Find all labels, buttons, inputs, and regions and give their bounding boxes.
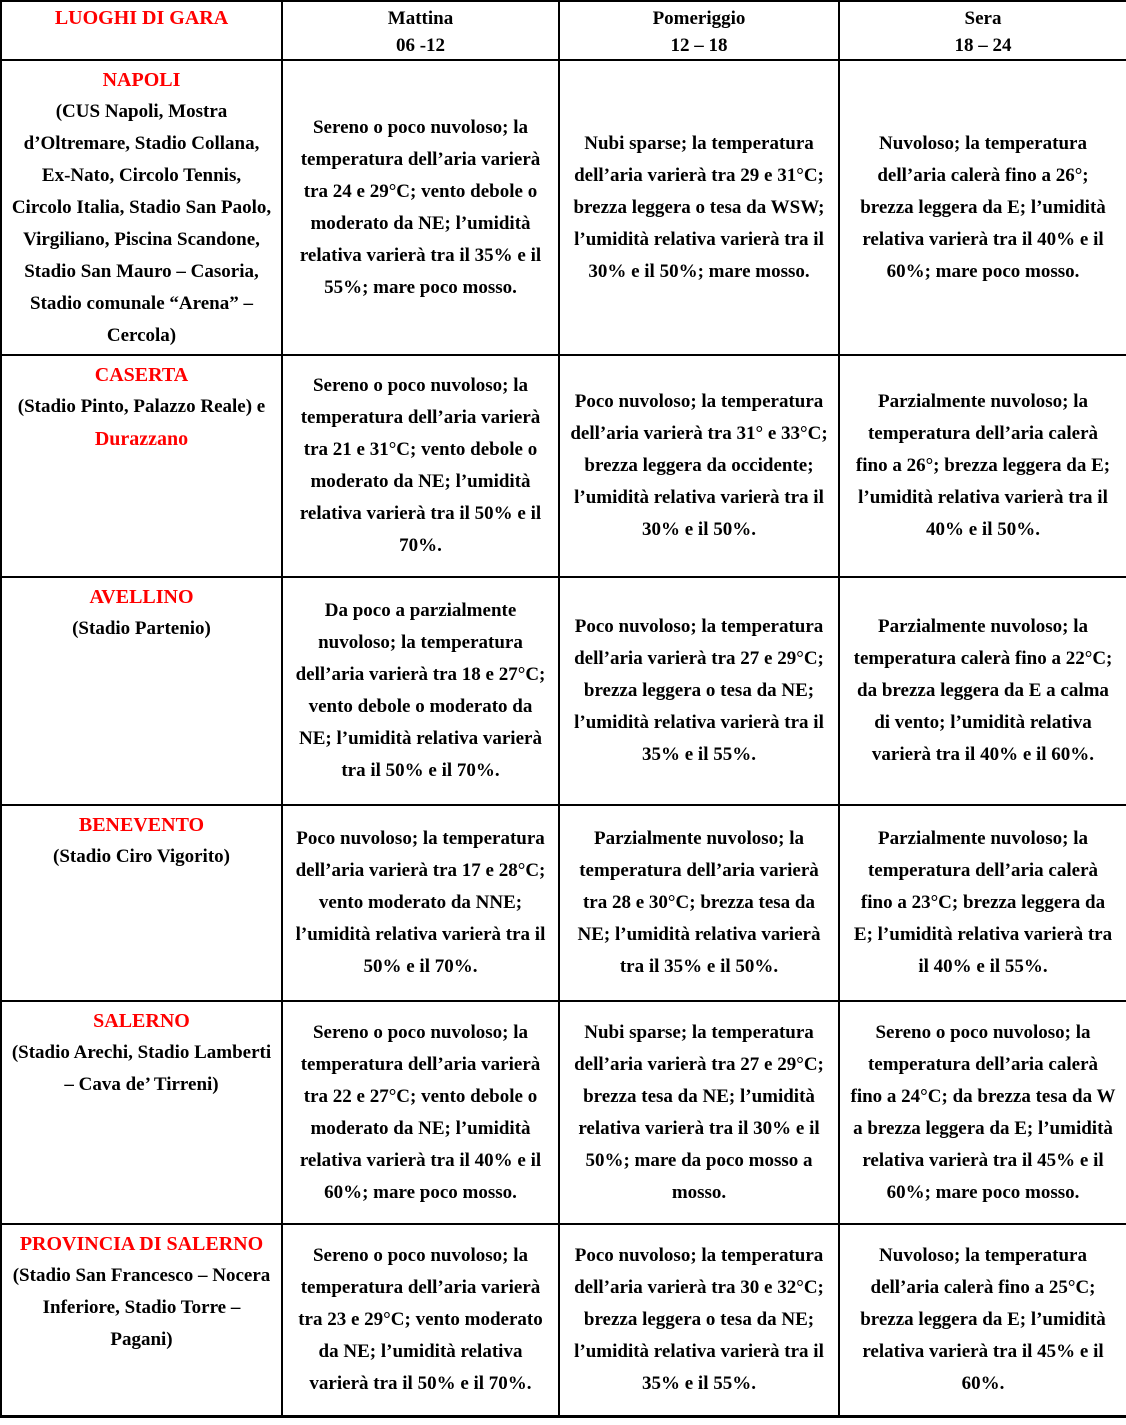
location-name: PROVINCIA DI SALERNO (19, 1233, 264, 1255)
table-row-salerno (1, 1001, 1126, 1224)
header-afternoon-hours: 12 – 18 (670, 35, 728, 56)
header-cell-afternoon (559, 1, 839, 60)
location-cell (1, 60, 282, 355)
morning-forecast-cell: Sereno o poco nuvoloso; la temperatura dell’aria varierà tra 21 e 31°C; vento debole o moderato da NE; l’umidità relativa varierà tra il 50% e il 70%. (282, 355, 559, 577)
table-row-provincia-di-salerno (1, 1224, 1126, 1416)
table-row-caserta (1, 355, 1126, 577)
location-venues: (Stadio Ciro Vigorito) (53, 846, 230, 867)
evening-forecast-cell: Parzialmente nuvoloso; la temperatura calerà fino a 22°C; da brezza leggera da E a calma di vento; l’umidità relativa varierà tra il 40% e il 60%. (839, 577, 1126, 805)
evening-forecast-cell: Nuvoloso; la temperatura dell’aria calerà fino a 25°C; brezza leggera da E; l’umidità relativa varierà tra il 45% e il 60%. (839, 1224, 1126, 1416)
header-row (1, 1, 1126, 60)
afternoon-forecast-cell: Nubi sparse; la temperatura dell’aria varierà tra 27 e 29°C; brezza tesa da NE; l’umidità relativa varierà tra il 30% e il 50%; mare da poco mosso a mosso. (559, 1001, 839, 1224)
table-row-napoli (1, 60, 1126, 355)
afternoon-forecast-cell: Poco nuvoloso; la temperatura dell’aria varierà tra 30 e 32°C; brezza leggera o tesa da NE; l’umidità relativa varierà tra il 35% e il 55%. (559, 1224, 839, 1416)
location-name: AVELLINO (89, 586, 194, 608)
location-venues: (CUS Napoli, Mostra d’Oltremare, Stadio Collana, Ex-Nato, Circolo Tennis, Circolo Italia, Stadio San Paolo, Virgiliano, Piscina Scandone, Stadio San Mauro – Casoria, Stadio comunale “Arena” – Cercola) (11, 101, 272, 346)
location-cell (1, 577, 282, 805)
header-evening-label: Sera (964, 8, 1002, 29)
header-morning-hours: 06 -12 (395, 35, 446, 56)
evening-forecast-cell: Nuvoloso; la temperatura dell’aria calerà fino a 26°; brezza leggera da E; l’umidità relativa varierà tra il 40% e il 60%; mare poco mosso. (839, 60, 1126, 355)
table-row-benevento (1, 805, 1126, 1001)
location-venues: (Stadio Arechi, Stadio Lamberti – Cava de’ Tirreni) (11, 1042, 272, 1095)
evening-forecast-cell: Sereno o poco nuvoloso; la temperatura dell’aria calerà fino a 24°C; da brezza tesa da W a brezza leggera da E; l’umidità relativa varierà tra il 45% e il 60%; mare poco mosso. (839, 1001, 1126, 1224)
location-cell (1, 1224, 282, 1416)
header-morning-label: Mattina (387, 8, 454, 29)
morning-forecast-cell: Da poco a parzialmente nuvoloso; la temperatura dell’aria varierà tra 18 e 27°C; vento debole o moderato da NE; l’umidità relativa varierà tra il 50% e il 70%. (282, 577, 559, 805)
location-venues: (Stadio Pinto, Palazzo Reale) e (17, 396, 266, 417)
location-name: NAPOLI (102, 69, 181, 91)
header-cell-evening (839, 1, 1126, 60)
afternoon-forecast-cell: Poco nuvoloso; la temperatura dell’aria varierà tra 31° e 33°C; brezza leggera da occidente; l’umidità relativa varierà tra il 30% e il 50%. (559, 355, 839, 577)
location-venues: (Stadio Partenio) (72, 618, 211, 639)
evening-forecast-cell: Parzialmente nuvoloso; la temperatura dell’aria calerà fino a 26°; brezza leggera da E; l’umidità relativa varierà tra il 40% e il 50%. (839, 355, 1126, 577)
location-venues: (Stadio San Francesco – Nocera Inferiore, Stadio Torre – Pagani) (12, 1265, 271, 1350)
table-row-avellino (1, 577, 1126, 805)
location-name: BENEVENTO (78, 814, 205, 836)
morning-forecast-cell: Sereno o poco nuvoloso; la temperatura dell’aria varierà tra 23 e 29°C; vento moderato da NE; l’umidità relativa varierà tra il 50% e il 70%. (282, 1224, 559, 1416)
header-cell-locations (1, 1, 282, 60)
header-evening-hours: 18 – 24 (954, 35, 1012, 56)
header-location-label: LUOGHI DI GARA (54, 7, 229, 29)
location-cell (1, 805, 282, 1001)
location-extra: Durazzano (94, 428, 189, 450)
afternoon-forecast-cell: Poco nuvoloso; la temperatura dell’aria varierà tra 27 e 29°C; brezza leggera o tesa da NE; l’umidità relativa varierà tra il 35% e il 55%. (559, 577, 839, 805)
location-name: CASERTA (94, 364, 189, 386)
afternoon-forecast-cell: Parzialmente nuvoloso; la temperatura dell’aria varierà tra 28 e 30°C; brezza tesa da NE; l’umidità relativa varierà tra il 35% e il 50%. (559, 805, 839, 1001)
header-cell-morning (282, 1, 559, 60)
location-cell (1, 1001, 282, 1224)
morning-forecast-cell: Sereno o poco nuvoloso; la temperatura dell’aria varierà tra 22 e 27°C; vento debole o moderato da NE; l’umidità relativa varierà tra il 40% e il 60%; mare poco mosso. (282, 1001, 559, 1224)
header-afternoon-label: Pomeriggio (652, 8, 746, 29)
location-cell (1, 355, 282, 577)
morning-forecast-cell: Poco nuvoloso; la temperatura dell’aria varierà tra 17 e 28°C; vento moderato da NNE; l’umidità relativa varierà tra il 50% e il 70%. (282, 805, 559, 1001)
morning-forecast-cell: Sereno o poco nuvoloso; la temperatura dell’aria varierà tra 24 e 29°C; vento debole o moderato da NE; l’umidità relativa varierà tra il 35% e il 55%; mare poco mosso. (282, 60, 559, 355)
evening-forecast-cell: Parzialmente nuvoloso; la temperatura dell’aria calerà fino a 23°C; brezza leggera da E; l’umidità relativa varierà tra il 40% e il 55%. (839, 805, 1126, 1001)
afternoon-forecast-cell: Nubi sparse; la temperatura dell’aria varierà tra 29 e 31°C; brezza leggera o tesa da WSW; l’umidità relativa varierà tra il 30% e il 50%; mare mosso. (559, 60, 839, 355)
location-name: SALERNO (93, 1010, 190, 1032)
